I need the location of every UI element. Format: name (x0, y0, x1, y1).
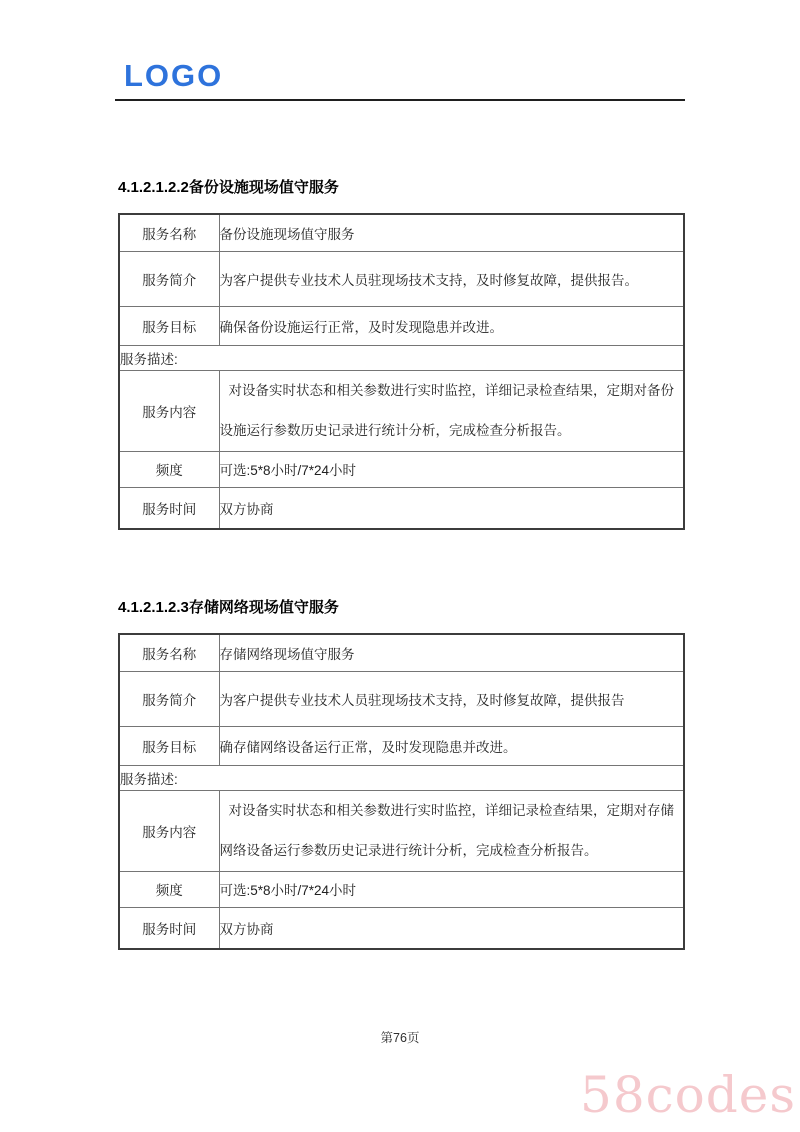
service-description-header: 服务描述: (119, 765, 684, 790)
frequency-value: 可选:5*8小时/7*24小时 (219, 451, 684, 487)
table-row (119, 251, 684, 306)
service-content-label: 服务内容 (119, 370, 219, 451)
company-logo: LOGO (124, 58, 224, 93)
service-goal-label: 服务目标 (119, 726, 219, 765)
table-row (119, 765, 684, 790)
table-row (119, 726, 684, 765)
service-goal-value: 确保备份设施运行正常，及时发现隐患并改进。 (219, 306, 684, 345)
section-heading-backup-facility: 4.1.2.1.2.2备份设施现场值守服务 (118, 179, 339, 196)
table-row (119, 370, 684, 451)
service-name-label: 服务名称 (119, 634, 219, 671)
service-intro-value: 为客户提供专业技术人员驻现场技术支持，及时修复故障，提供报告 (219, 671, 684, 726)
table-row (119, 634, 684, 671)
table-row (119, 871, 684, 907)
table-row (119, 907, 684, 949)
service-table-storage-network (118, 633, 685, 950)
table-row (119, 790, 684, 871)
service-time-value: 双方协商 (219, 907, 684, 949)
service-time-label: 服务时间 (119, 487, 219, 529)
watermark: 58codes (580, 1066, 796, 1124)
service-goal-label: 服务目标 (119, 306, 219, 345)
service-content-value (219, 790, 684, 871)
service-goal-value: 确存储网络设备运行正常，及时发现隐患并改进。 (219, 726, 684, 765)
service-name-value: 存储网络现场值守服务 (219, 634, 684, 671)
table-row (119, 345, 684, 370)
service-intro-label: 服务简介 (119, 251, 219, 306)
page-number: 第76页 (380, 1031, 420, 1045)
service-content-line-1: 对设备实时状态和相关参数进行实时监控，详细记录检查结果，定期对备份 (228, 382, 674, 398)
service-content-line-2: 网络设备运行参数历史记录进行统计分析，完成检查分析报告。 (219, 842, 598, 858)
table-row (119, 214, 684, 251)
service-name-label: 服务名称 (119, 214, 219, 251)
service-intro-value: 为客户提供专业技术人员驻现场技术支持，及时修复故障，提供报告。 (219, 251, 684, 306)
service-table-backup-facility (118, 213, 685, 530)
header-divider (115, 99, 685, 101)
table-row (119, 306, 684, 345)
frequency-label: 频度 (119, 871, 219, 907)
service-content-line-2: 设施运行参数历史记录进行统计分析，完成检查分析报告。 (219, 422, 571, 438)
service-description-header: 服务描述: (119, 345, 684, 370)
table-row (119, 487, 684, 529)
frequency-value: 可选:5*8小时/7*24小时 (219, 871, 684, 907)
service-content-line-1: 对设备实时状态和相关参数进行实时监控，详细记录检查结果，定期对存储 (228, 802, 674, 818)
table-row (119, 671, 684, 726)
service-content-label: 服务内容 (119, 790, 219, 871)
service-intro-label: 服务简介 (119, 671, 219, 726)
service-content-value (219, 370, 684, 451)
service-name-value: 备份设施现场值守服务 (219, 214, 684, 251)
frequency-label: 频度 (119, 451, 219, 487)
section-heading-storage-network: 4.1.2.1.2.3存储网络现场值守服务 (118, 599, 339, 616)
service-time-label: 服务时间 (119, 907, 219, 949)
table-row (119, 451, 684, 487)
service-time-value: 双方协商 (219, 487, 684, 529)
